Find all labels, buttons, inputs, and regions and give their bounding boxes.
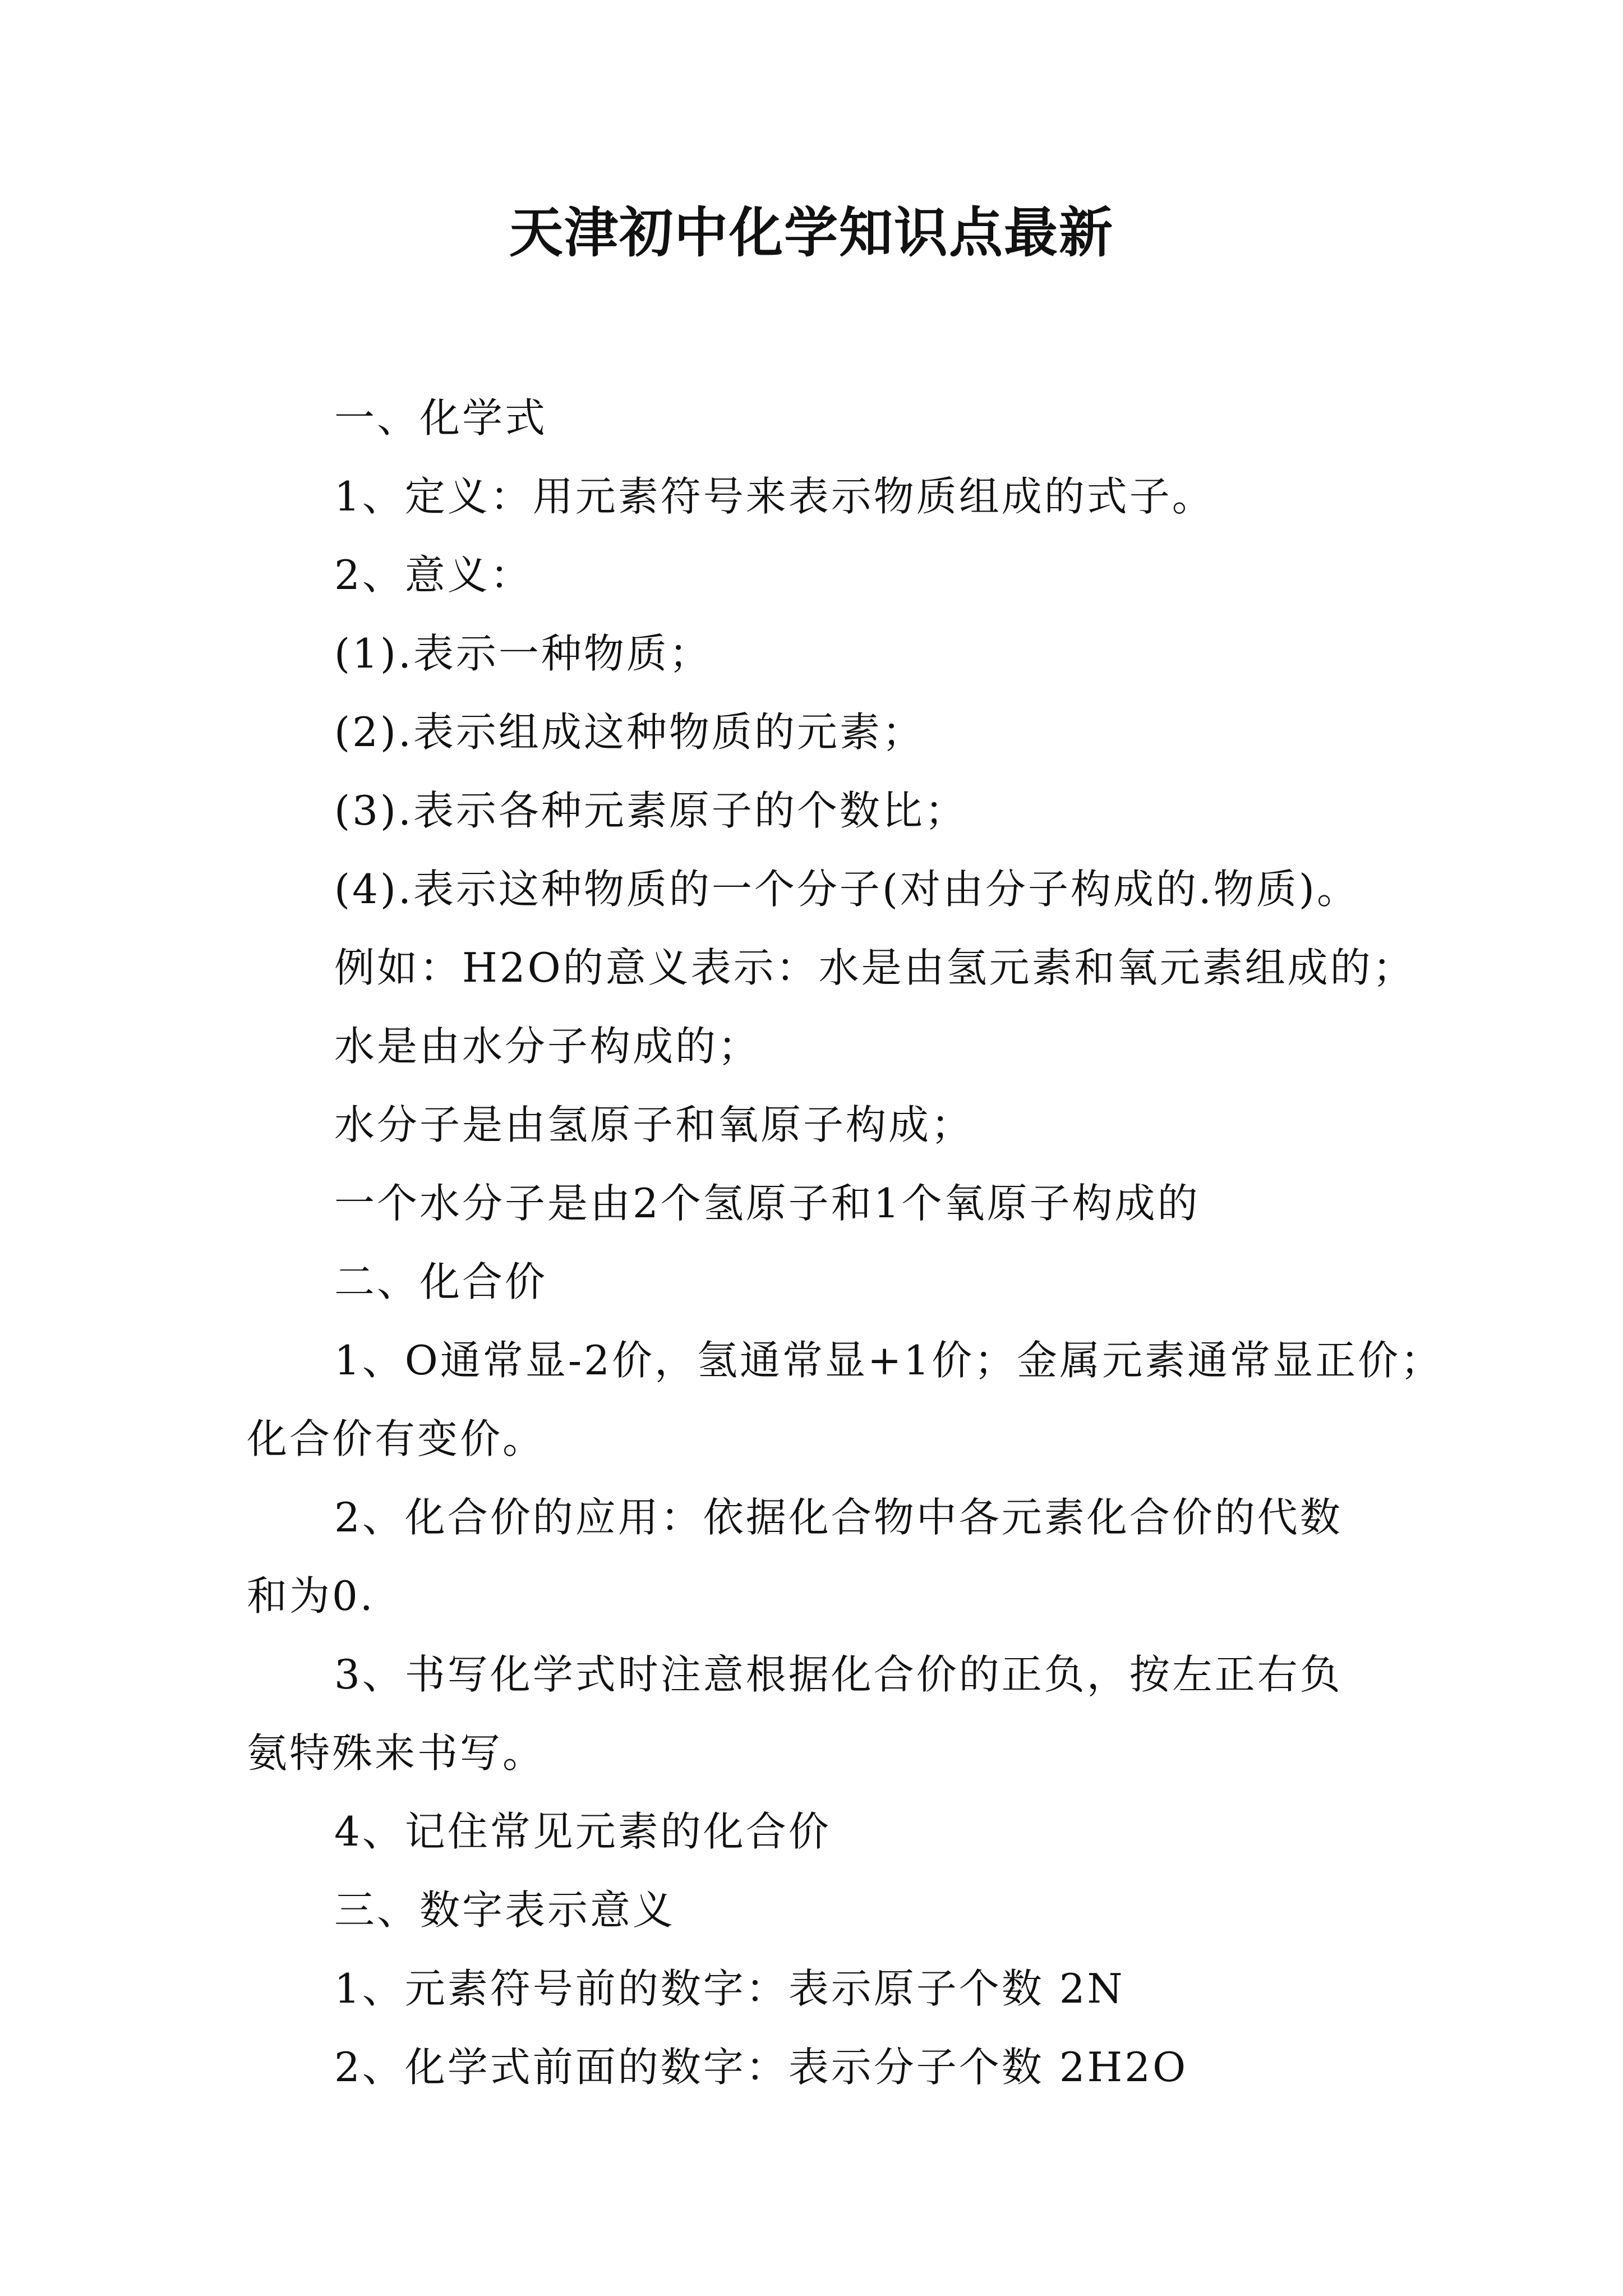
paragraph-line: 氨特殊来书写。	[247, 1729, 546, 1777]
section-heading: 二、化合价	[334, 1258, 548, 1305]
paragraph-line: 4、记住常见元素的化合价	[334, 1808, 831, 1855]
paragraph-line: 一个水分子是由2个氢原子和1个氧原子构成的	[334, 1180, 1200, 1227]
paragraph-line: 2、化合价的应用：依据化合物中各元素化合价的代数	[334, 1494, 1343, 1541]
section-heading: 三、数字表示意义	[334, 1887, 676, 1934]
paragraph-line: 例如：H2O的意义表示：水是由氢元素和氧元素组成的；	[334, 944, 1415, 991]
paragraph-line: 2、化学式前面的数字：表示分子个数 2H2O	[334, 2044, 1188, 2091]
paragraph-line: (1).表示一种物质；	[334, 630, 712, 677]
paragraph-line: 化合价有变价。	[247, 1415, 546, 1462]
document-body	[247, 379, 1444, 2106]
paragraph-line: 水分子是由氢原子和氧原子构成；	[334, 1101, 974, 1148]
section-heading: 一、化学式	[334, 394, 548, 441]
paragraph-line: 和为0.	[247, 1572, 375, 1619]
paragraph-line: (4).表示这种物质的一个分子(对由分子构成的.物质)。	[334, 866, 1359, 913]
paragraph-line: 1、O通常显-2价，氢通常显+1价；金属元素通常显正价；	[334, 1337, 1444, 1384]
paragraph-line: (3).表示各种元素原子的个数比；	[334, 787, 967, 834]
paragraph-line: 2、意义：	[334, 551, 533, 599]
paragraph-line: (2).表示组成这种物质的元素；	[334, 708, 925, 756]
document-title: 天津初中化学知识点最新	[509, 201, 1114, 264]
paragraph-line: 3、书写化学式时注意根据化合价的正负，按左正右负	[334, 1651, 1343, 1698]
paragraph-line: 1、定义：用元素符号来表示物质组成的式子。	[334, 473, 1215, 520]
paragraph-line: 1、元素符号前的数字：表示原子个数 2N	[334, 1965, 1125, 2012]
paragraph-line: 水是由水分子构成的；	[334, 1023, 761, 1070]
